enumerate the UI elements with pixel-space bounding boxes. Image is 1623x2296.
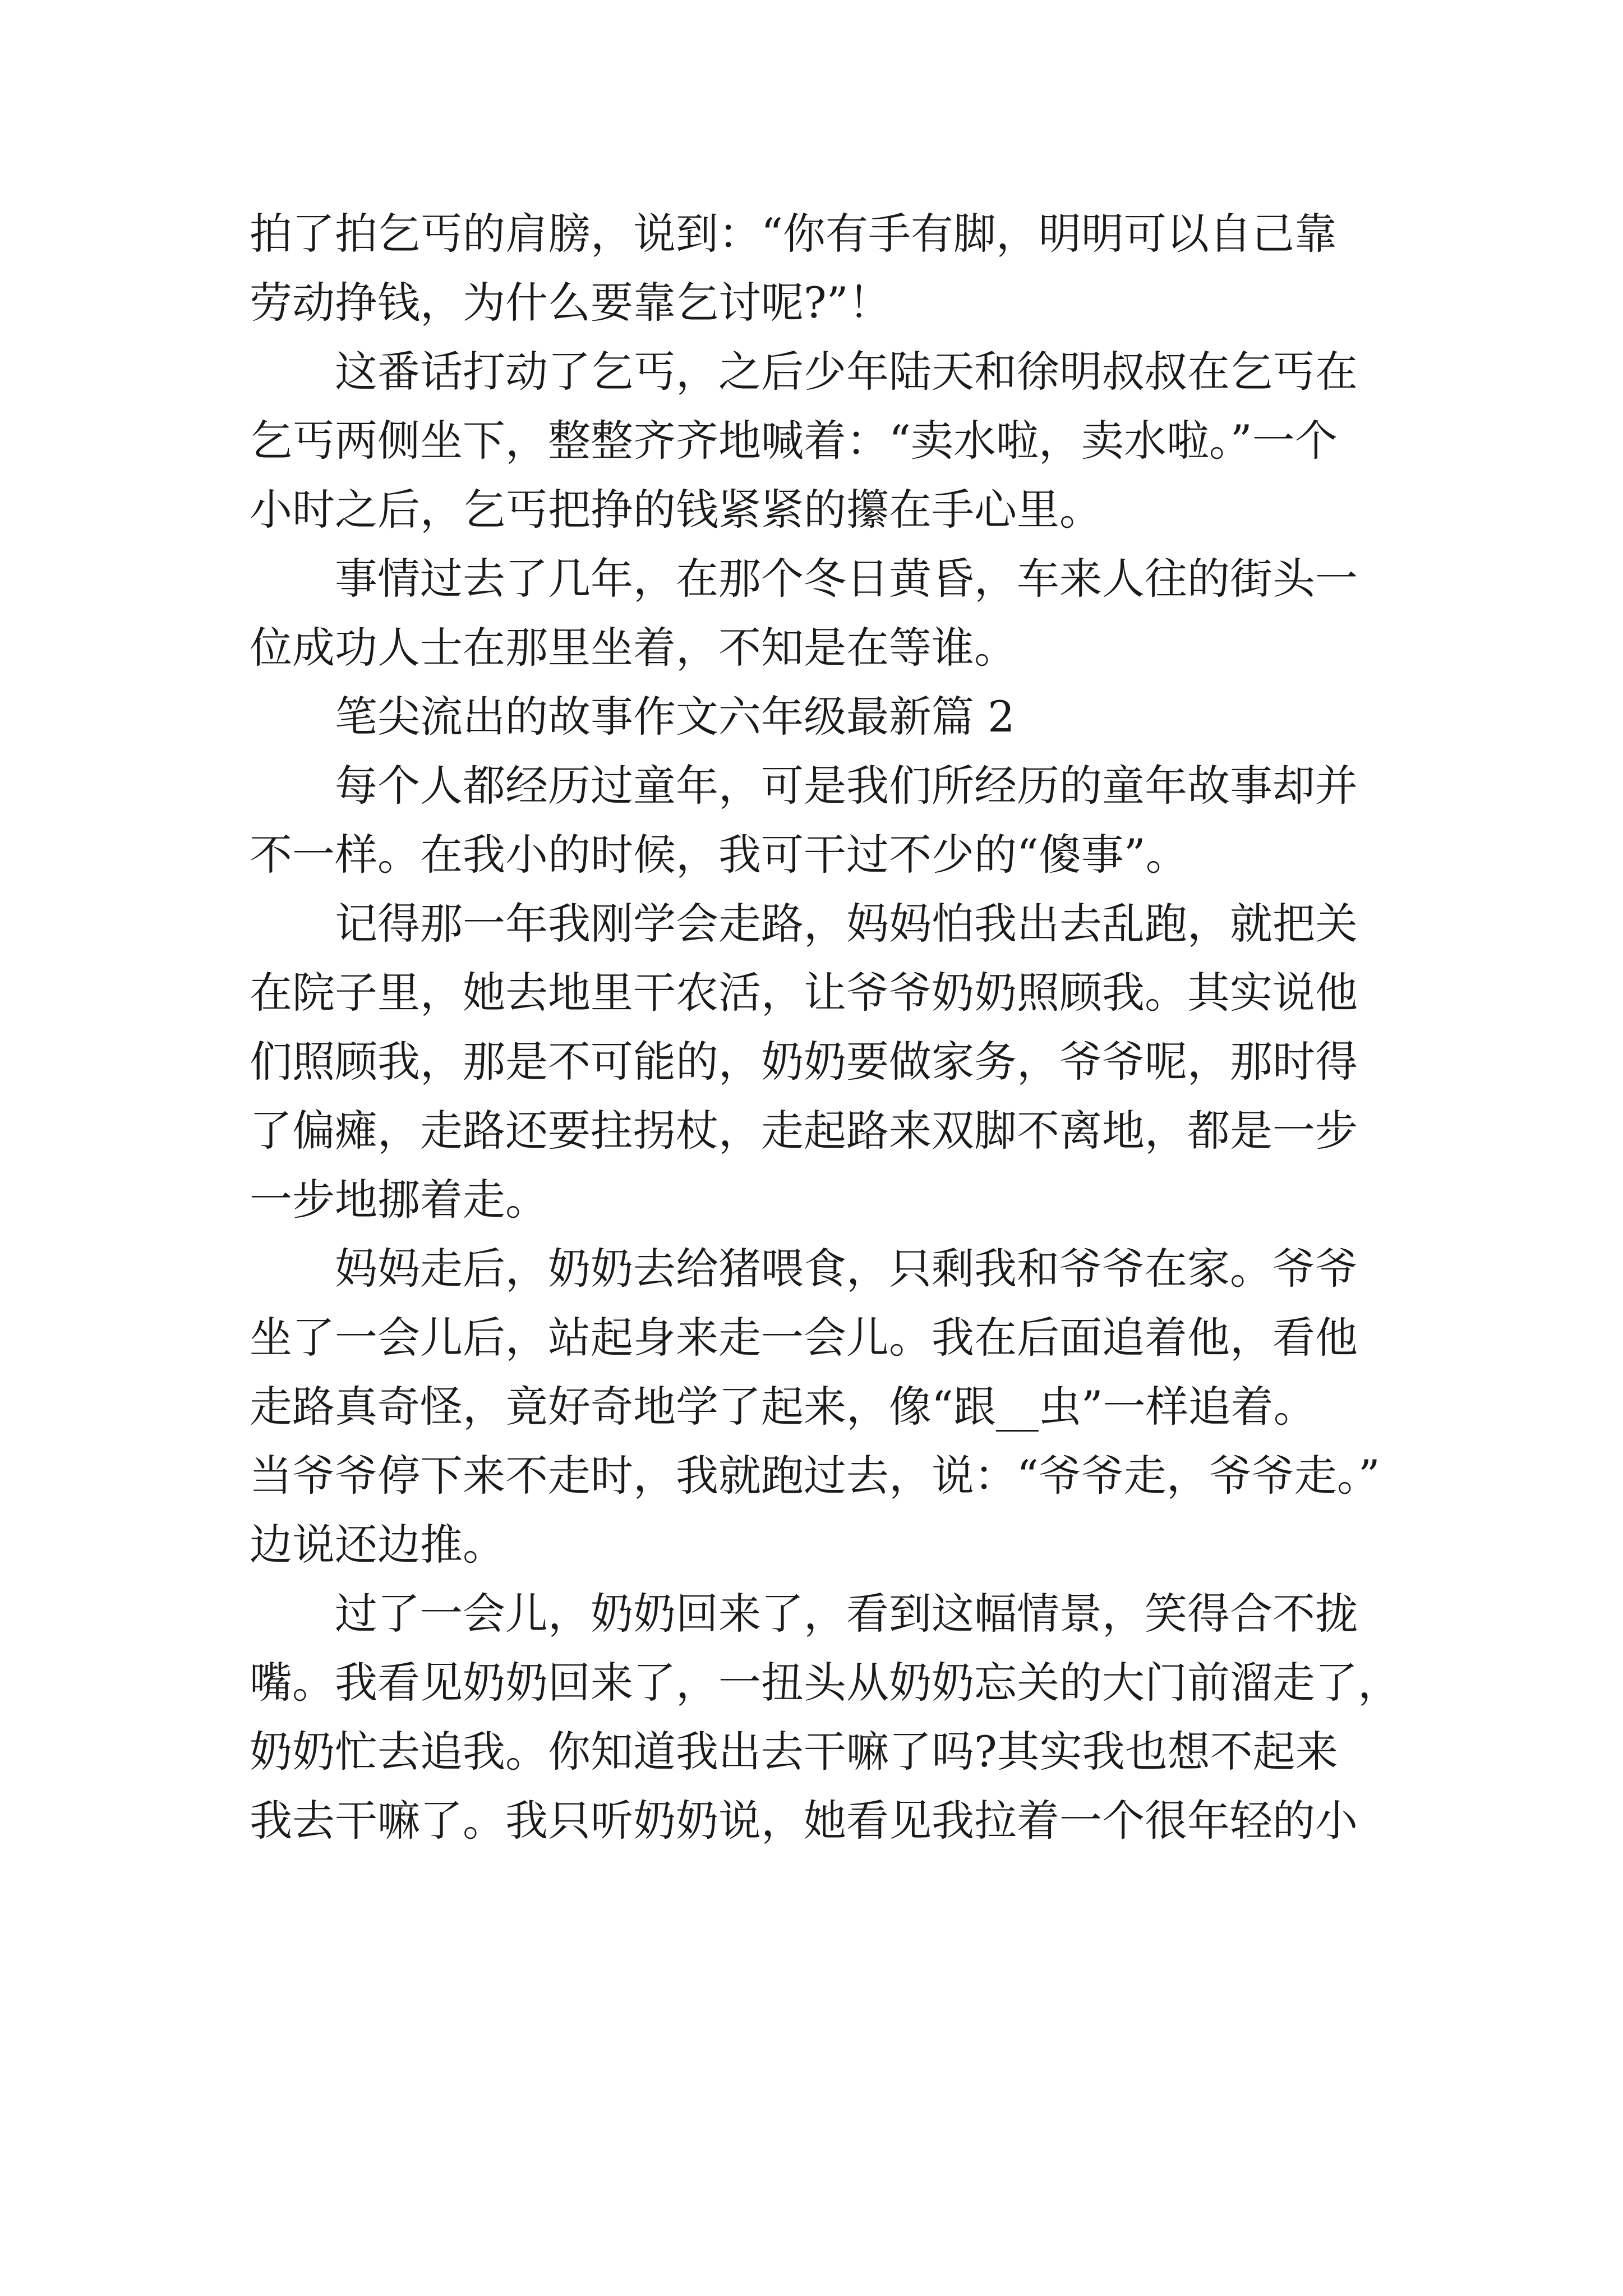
text-line: 们照顾我，那是不可能的，奶奶要做家务，爷爷呢，那时得 (250, 1037, 1358, 1087)
text-line: 记得那一年我刚学会走路，妈妈怕我出去乱跑，就把关 (335, 899, 1358, 949)
text-line: 乞丐两侧坐下，整整齐齐地喊着：“卖水啦，卖水啦。”一个 (250, 416, 1338, 466)
text-line: 不一样。在我小的时候，我可干过不少的“傻事”。 (250, 830, 1188, 880)
text-line: 一步地挪着走。 (250, 1175, 548, 1225)
document-body (250, 199, 1422, 1855)
text-line: 事情过去了几年，在那个冬日黄昏，车来人往的街头一 (335, 554, 1358, 604)
text-line: 了偏瘫，走路还要拄拐杖，走起路来双脚不离地，都是一步 (250, 1106, 1358, 1156)
text-line: 我去干嘛了。我只听奶奶说，她看见我拉着一个很年轻的小 (250, 1796, 1358, 1846)
text-line: 位成功人士在那里坐着，不知是在等谁。 (250, 623, 1017, 673)
text-line: 在院子里，她去地里干农活，让爷爷奶奶照顾我。其实说他 (250, 968, 1358, 1018)
text-line: 坐了一会儿后，站起身来走一会儿。我在后面追着他，看他 (250, 1313, 1358, 1363)
text-line: 奶奶忙去追我。你知道我出去干嘛了吗?其实我也想不起来 (250, 1727, 1338, 1777)
text-line: 边说还边推。 (250, 1520, 505, 1570)
text-line: 嘴。我看见奶奶回来了，一扭头从奶奶忘关的大门前溜走了， (250, 1658, 1400, 1708)
text-line: 过了一会儿，奶奶回来了，看到这幅情景，笑得合不拢 (335, 1589, 1358, 1639)
text-line: 走路真奇怪，竟好奇地学了起来，像“跟__虫”一样追着。 (250, 1382, 1316, 1432)
text-line: 当爷爷停下来不走时，我就跑过去，说：“爷爷走，爷爷走。” (250, 1451, 1380, 1501)
text-line: 每个人都经历过童年，可是我们所经历的童年故事却并 (335, 761, 1358, 811)
text-line: 小时之后，乞丐把挣的钱紧紧的攥在手心里。 (250, 485, 1102, 535)
text-line: 拍了拍乞丐的肩膀，说到：“你有手有脚，明明可以自己靠 (250, 209, 1337, 259)
section-heading: 笔尖流出的故事作文六年级最新篇 2 (335, 692, 1015, 742)
text-line: 妈妈走后，奶奶去给猪喂食，只剩我和爷爷在家。爷爷 (335, 1244, 1358, 1294)
text-line: 这番话打动了乞丐，之后少年陆天和徐明叔叔在乞丐在 (335, 347, 1358, 397)
text-line: 劳动挣钱，为什么要靠乞讨呢?”！ (250, 278, 891, 328)
